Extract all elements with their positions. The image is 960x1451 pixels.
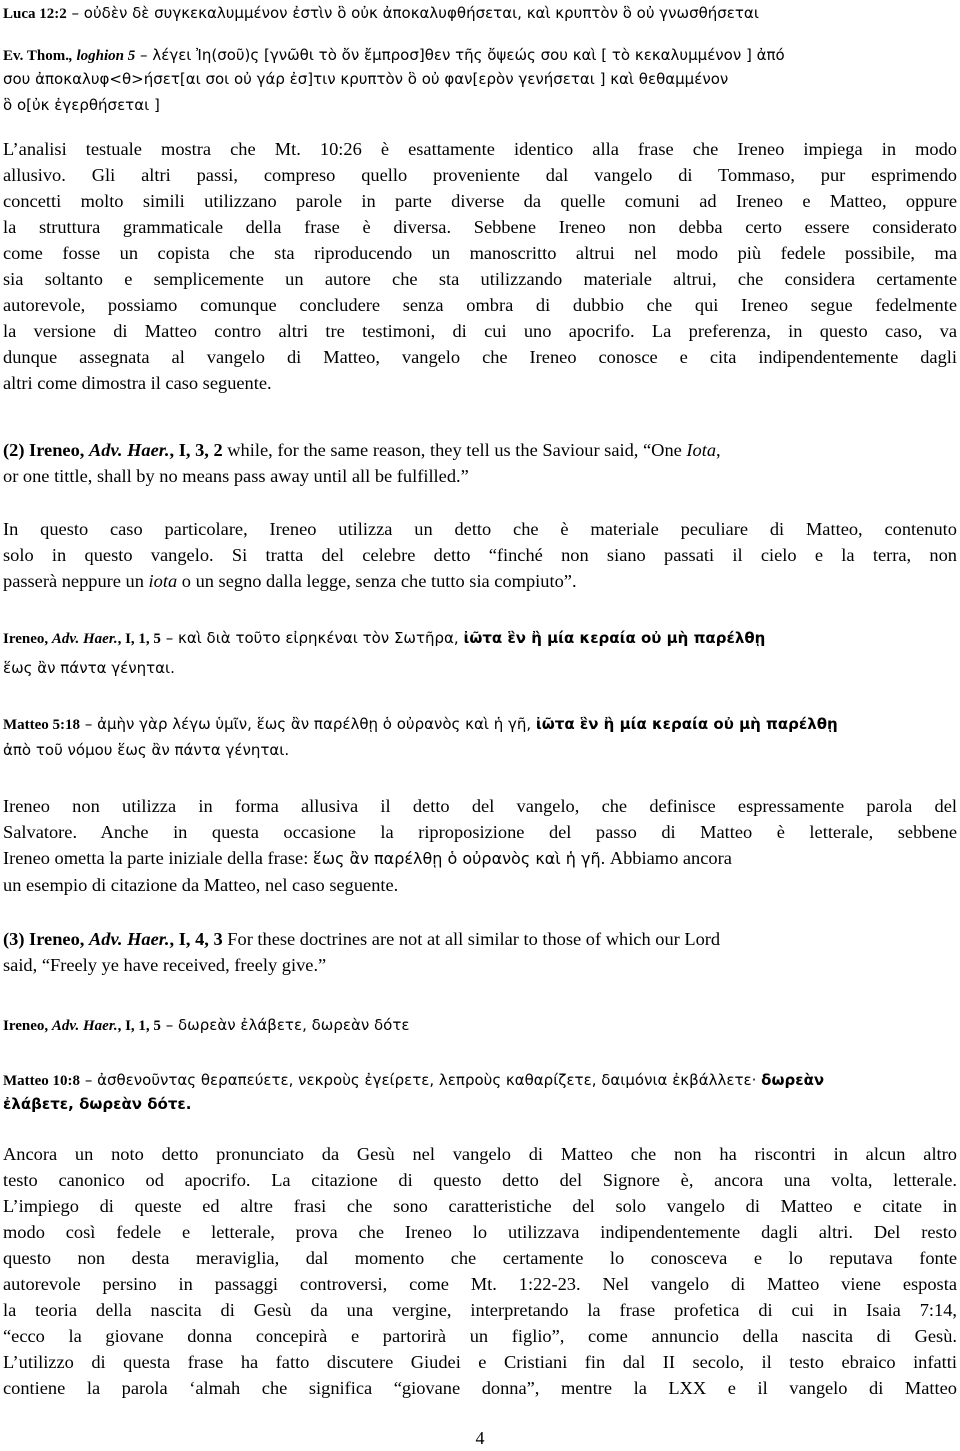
final-line: autorevole persino in passaggi controversi, come Mt. 1:22-23. Nel vangelo di Matteo viene esposta: [3, 1274, 957, 1294]
irenaeus-citation-1: [3, 625, 957, 652]
matthew-greek-line-2-bold: ἐλάβετε, δωρεὰν δότε.: [3, 1095, 192, 1113]
analysis-line: come fosse un copista che sta riproducendo un manoscritto altrui nel modo più fedele possibile, ma: [3, 243, 957, 263]
case-3-number: (3) Ireneo,: [3, 929, 85, 949]
comment-line: Ireneo non utilizza in forma allusiva il detto del vangelo, che definisce espressamente parola del: [3, 796, 957, 816]
comment-line: un esempio di citazione da Matteo, nel caso seguente.: [3, 875, 399, 895]
analysis-paragraph: [3, 136, 957, 396]
case-2-comment-line-end: o un segno dalla legge, senza che tutto sia compiuto”.: [177, 571, 577, 591]
case-3-line-2: said, “Freely ye have received, freely give.”: [3, 955, 327, 975]
final-line: L’impiego di queste ed altre frasi che sono caratteristiche del solo vangelo di Matteo e citate in: [3, 1196, 957, 1216]
matthew-label: Matteo 10:8: [3, 1073, 81, 1089]
matthew-greek-bold: ἰῶτα ἓν ἢ μία κεραία οὐ μὴ παρέλθῃ: [535, 715, 838, 733]
matthew-5-18-citation: [3, 711, 957, 738]
final-line: testo canonico od apocrifo. La citazione di questo detto del Signore è, ancora una volta, letterale.: [3, 1170, 957, 1190]
analysis-line: allusivo. Gli altri passi, compreso quello proveniente dal vangelo di Tommaso, pur esprimendo: [3, 165, 957, 185]
analysis-line: autorevole, possiamo comunque concludere senza ombra di dubbio che qui Ireneo segue fedelmente: [3, 295, 957, 315]
luke-12-2-citation: Luca 12:2 – οὐδὲν δὲ συγκεκαλυμμένον ἐστὶν ὃ οὐκ ἀποκαλυφθήσεται, καὶ κρυπτὸν ὃ οὐ γνωσθήσεται: [3, 4, 759, 22]
irenaeus-ref: , I, 1, 5: [117, 631, 161, 647]
final-line: modo così fedele e letterale, prova che Ireneo lo utilizzava indipendentemente dagli altri. Del resto: [3, 1222, 957, 1242]
irenaeus-citation-1-line-2: [3, 655, 957, 682]
page-number: 4: [475, 1428, 485, 1448]
final-line: L’utilizzo di questa frase ha fatto discutere Giudei e Cristiani fin dal II secolo, il testo ebraico infatti: [3, 1352, 957, 1372]
case-2-iota: Iota: [686, 440, 717, 460]
comment-text: Ireneo ometta la parte iniziale della frase:: [3, 848, 313, 868]
comment-text-end: . Abbiamo ancora: [600, 848, 732, 868]
analysis-line: concetti molto simili utilizzano parole in parte diverse da quelle comuni ad Ireneo e Matteo, oppure: [3, 191, 957, 211]
thomas-citation: Ev. Thom., loghion 5 – λέγει Ἰη(σοῦ)ς [γνῶθι τὸ ὄν ἔμπροσ]θεν τῆς ὄψεώς σου καὶ [ τὸ κεκαλυμμένον ] ἀπό: [3, 46, 785, 64]
luke-label: Luca 12:2: [3, 6, 67, 22]
matthew-10-8-citation: [3, 1067, 957, 1094]
case-2-ref: , I, 3, 2: [169, 440, 223, 460]
final-line: contiene la parola ‘almah che significa “giovane donna”, mentre la LXX e il vangelo di Matteo: [3, 1378, 957, 1398]
matthew-greek: – ἀσθενοῦντας θεραπεύετε, νεκροὺς ἐγείρετε, λεπροὺς καθαρίζετε, δαιμόνια ἐκβάλλετε·: [80, 1071, 762, 1089]
thomas-greek-line-1: λέγει Ἰη(σοῦ)ς [γνῶθι τὸ ὄν ἔμπροσ]θεν τῆς ὄψεώς σου καὶ [ τὸ κεκαλυμμένον ] ἀπό: [152, 46, 785, 64]
irenaeus-label: Ireneo,: [3, 1018, 49, 1034]
irenaeus-label: Ireneo,: [3, 631, 49, 647]
case-2-text: while, for the same reason, they tell us the Saviour said, “One: [222, 440, 687, 460]
thomas-label: Ev. Thom.: [3, 48, 69, 64]
matthew-greek-line-2: ἀπὸ τοῦ νόμου ἕως ἂν πάντα γένηται.: [3, 741, 290, 759]
case-2-text-end: ,: [716, 440, 721, 460]
iota-word: iota: [148, 571, 178, 591]
thomas-greek-block: [3, 66, 957, 118]
final-line: questo non desta meraviglia, dal momento che certamente lo conosceva e lo reputava fonte: [3, 1248, 957, 1268]
final-line: la teoria della nascita di Gesù da una vergine, interpretando la frase profetica di cui in Isaia 7:14,: [3, 1300, 957, 1320]
analysis-line: L’analisi testuale mostra che Mt. 10:26 è esattamente identico alla frase che Ireneo impiega in modo: [3, 139, 957, 159]
case-3-ref: , I, 4, 3: [169, 929, 223, 949]
case-2-work: Adv. Haer.: [88, 440, 170, 460]
matthew-10-8-line-2: [3, 1091, 957, 1118]
irenaeus-ref: , I, 1, 5: [117, 1018, 161, 1034]
omitted-greek-phrase: ἕως ἂν παρέλθῃ ὁ οὐρανὸς καὶ ἡ γῆ: [312, 849, 601, 868]
final-paragraph: [3, 1141, 957, 1401]
case-3-text: For these doctrines are not at all similar to those of which our Lord: [222, 929, 721, 949]
irenaeus-greek-line-2: ἕως ἂν πάντα γένηται.: [3, 659, 175, 677]
irenaeus-greek: – δωρεὰν ἐλάβετε, δωρεὰν δότε: [160, 1016, 410, 1034]
case-3-line-1: [3, 926, 957, 952]
thomas-greek-line-2: σου ἀποκαλυφ<θ>ήσετ[αι σοι οὐ γάρ ἐσ]τιν κρυπτὸν ὃ οὐ φαν[ερὸν γενήσεται ] καὶ θεθαμμένον: [3, 70, 729, 88]
matthew-greek: – ἀμὴν γὰρ λέγω ὑμῖν, ἕως ἂν παρέλθῃ ὁ οὐρανὸς καὶ ἡ γῆ,: [80, 715, 536, 733]
matthew-5-18-line-2: [3, 737, 957, 764]
comment-line-greek: [3, 845, 957, 872]
matthew-label: Matteo 5:18: [3, 717, 81, 733]
case-3-work: Adv. Haer.: [88, 929, 170, 949]
analysis-line: sia soltanto e semplicemente un autore che sta utilizzando materiale altrui, che considera certamente: [3, 269, 957, 289]
case-2-heading: [3, 437, 957, 489]
case-2-comment-line: solo in questo vangelo. Si tratta del celebre detto “finché non siano passati il cielo e la terra, non: [3, 545, 957, 565]
final-line: Ancora un noto detto pronunciato da Gesù nel vangelo di Matteo che non ha riscontri in alcun altro: [3, 1144, 957, 1164]
analysis-line: la versione di Matteo contro altri tre testimoni, di cui uno apocrifo. La preferenza, in questo caso, va: [3, 321, 957, 341]
final-line: “ecco la giovane donna concepirà e partorirà un figlio”, come annuncio della nascita di Gesù.: [3, 1326, 957, 1346]
case-3-heading: [3, 926, 957, 978]
irenaeus-greek-bold: ἰῶτα ἓν ἢ μία κεραία οὐ μὴ παρέλθῃ: [463, 629, 766, 647]
case-2-comment: [3, 516, 957, 594]
irenaeus-citation-2: [3, 1012, 957, 1039]
matthew-greek-bold: δωρεὰν: [761, 1071, 825, 1089]
irenaeus-greek: – καὶ διὰ τοῦτο εἰρηκέναι τὸν Σωτῆρα,: [160, 629, 464, 647]
comment-5-18: [3, 793, 957, 898]
analysis-line: la struttura grammaticale della frase è diversa. Sebbene Ireneo non debba certo essere considerato: [3, 217, 957, 237]
irenaeus-work: Adv. Haer.: [51, 631, 118, 647]
thomas-greek-line-3: ὃ ο[ὐκ ἐγερθήσεται ]: [3, 96, 160, 114]
irenaeus-work: Adv. Haer.: [51, 1018, 118, 1034]
case-2-comment-line: In questo caso particolare, Ireneo utilizza un detto che è materiale peculiare di Matteo, contenuto: [3, 519, 957, 539]
luke-greek-text: οὐδὲν δὲ συγκεκαλυμμένον ἐστὶν ὃ οὐκ ἀποκαλυφθήσεται, καὶ κρυπτὸν ὃ οὐ γνωσθήσεται: [83, 4, 759, 22]
thomas-ref: , loghion 5: [69, 48, 136, 64]
case-2-number: (2) Ireneo,: [3, 440, 85, 460]
analysis-line: altri come dimostra il caso seguente.: [3, 373, 272, 393]
case-2-comment-line: passerà neppure un: [3, 571, 149, 591]
case-2-line-2: or one tittle, shall by no means pass away until all be fulfilled.”: [3, 466, 469, 486]
analysis-line: dunque assegnata al vangelo di Matteo, vangelo che Ireneo conosce e cita indipendentemente dagli: [3, 347, 957, 367]
comment-line: Salvatore. Anche in questa occasione la riproposizione del passo di Matteo è letterale, sebbene: [3, 822, 957, 842]
